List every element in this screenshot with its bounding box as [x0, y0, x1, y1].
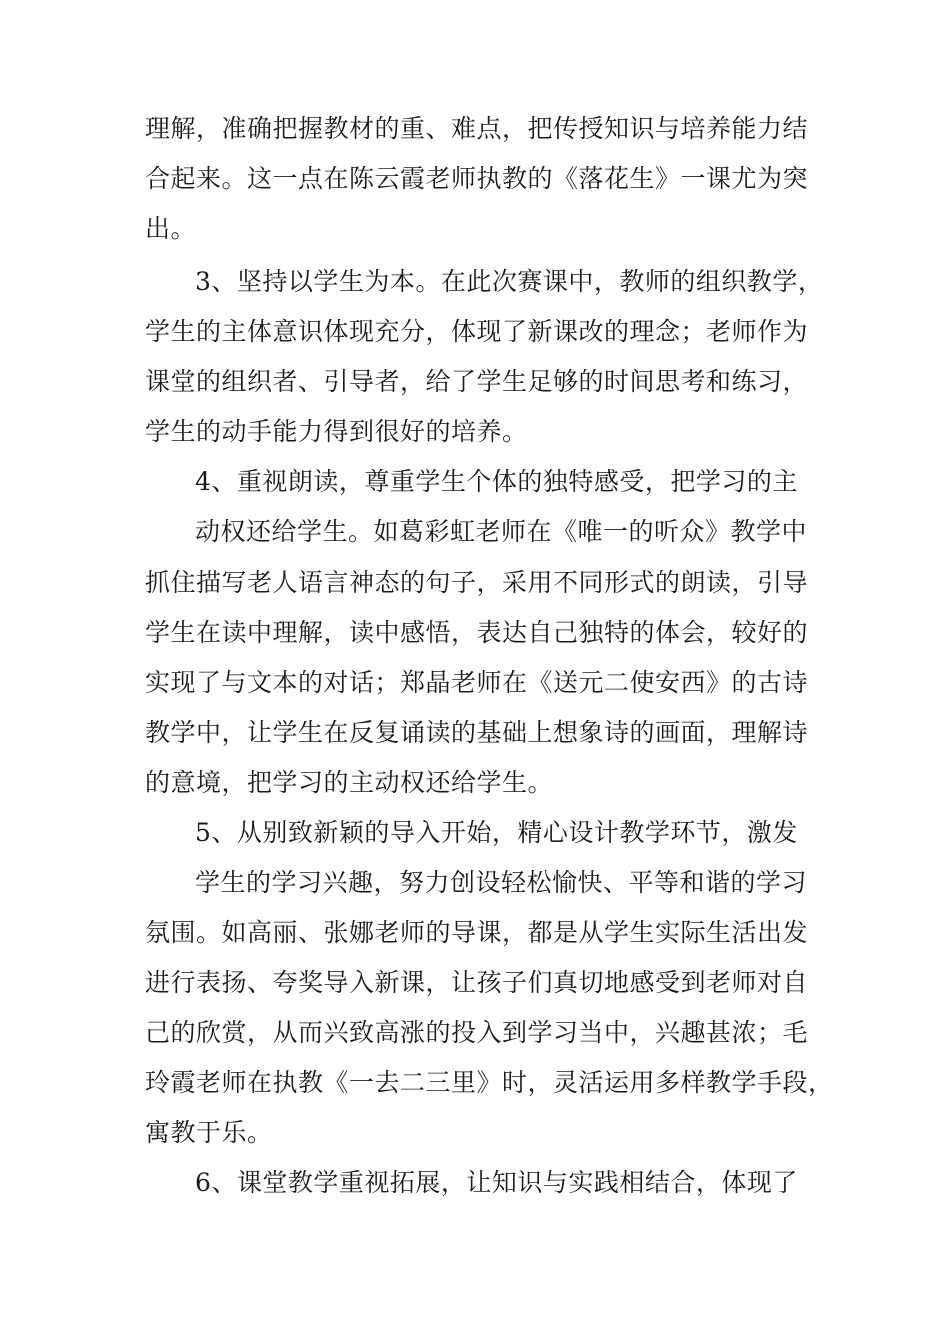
text-line: 学生的动手能力得到很好的培养。 — [145, 417, 528, 446]
text-line: 理解，准确把握教材的重、难点，把传授知识与培养能力结 — [145, 114, 809, 143]
text-line: 课堂的组织者、引导者，给了学生足够的时间思考和练习， — [145, 367, 809, 396]
text-line: 学生的主体意识体现充分，体现了新课改的理念；老师作为 — [145, 317, 809, 346]
text-line: 寓教于乐。 — [145, 1118, 273, 1147]
text-line: 玲霞老师在执教《一去二三里》时，灵活运用多样教学手段， — [145, 1068, 834, 1097]
text-line: 氛围。如高丽、张娜老师的导课，都是从学生实际生活出发 — [145, 918, 809, 947]
text-line: 3、坚持以学生为本。在此次赛课中，教师的组织教学， — [195, 267, 824, 296]
text-line: 教学中，让学生在反复诵读的基础上想象诗的画面，理解诗 — [145, 718, 809, 747]
text-line: 实现了与文本的对话；郑晶老师在《送元二使安西》的古诗 — [145, 668, 809, 697]
text-line: 己的欣赏，从而兴致高涨的投入到学习当中，兴趣甚浓；毛 — [145, 1018, 809, 1047]
text-line: 出。 — [145, 214, 197, 243]
text-line: 的意境，把学习的主动权还给学生。 — [145, 768, 554, 797]
text-line: 进行表扬、夸奖导入新课，让孩子们真切地感受到老师对自 — [145, 968, 809, 997]
text-line: 合起来。这一点在陈云霞老师执教的《落花生》一课尤为突 — [145, 164, 809, 193]
text-line: 5、从别致新颖的导入开始，精心设计教学环节，激发 — [195, 818, 798, 847]
text-line: 学生的学习兴趣，努力创设轻松愉快、平等和谐的学习 — [195, 868, 808, 897]
text-line: 抓住描写老人语言神态的句子，采用不同形式的朗读，引导 — [145, 568, 809, 597]
text-line: 4、重视朗读，尊重学生个体的独特感受，把学习的主 — [195, 467, 798, 496]
text-line: 学生在读中理解，读中感悟，表达自己独特的体会，较好的 — [145, 618, 809, 647]
text-line: 动权还给学生。如葛彩虹老师在《唯一的听众》教学中 — [195, 517, 808, 546]
text-line: 6、课堂教学重视拓展，让知识与实践相结合，体现了 — [195, 1168, 798, 1197]
